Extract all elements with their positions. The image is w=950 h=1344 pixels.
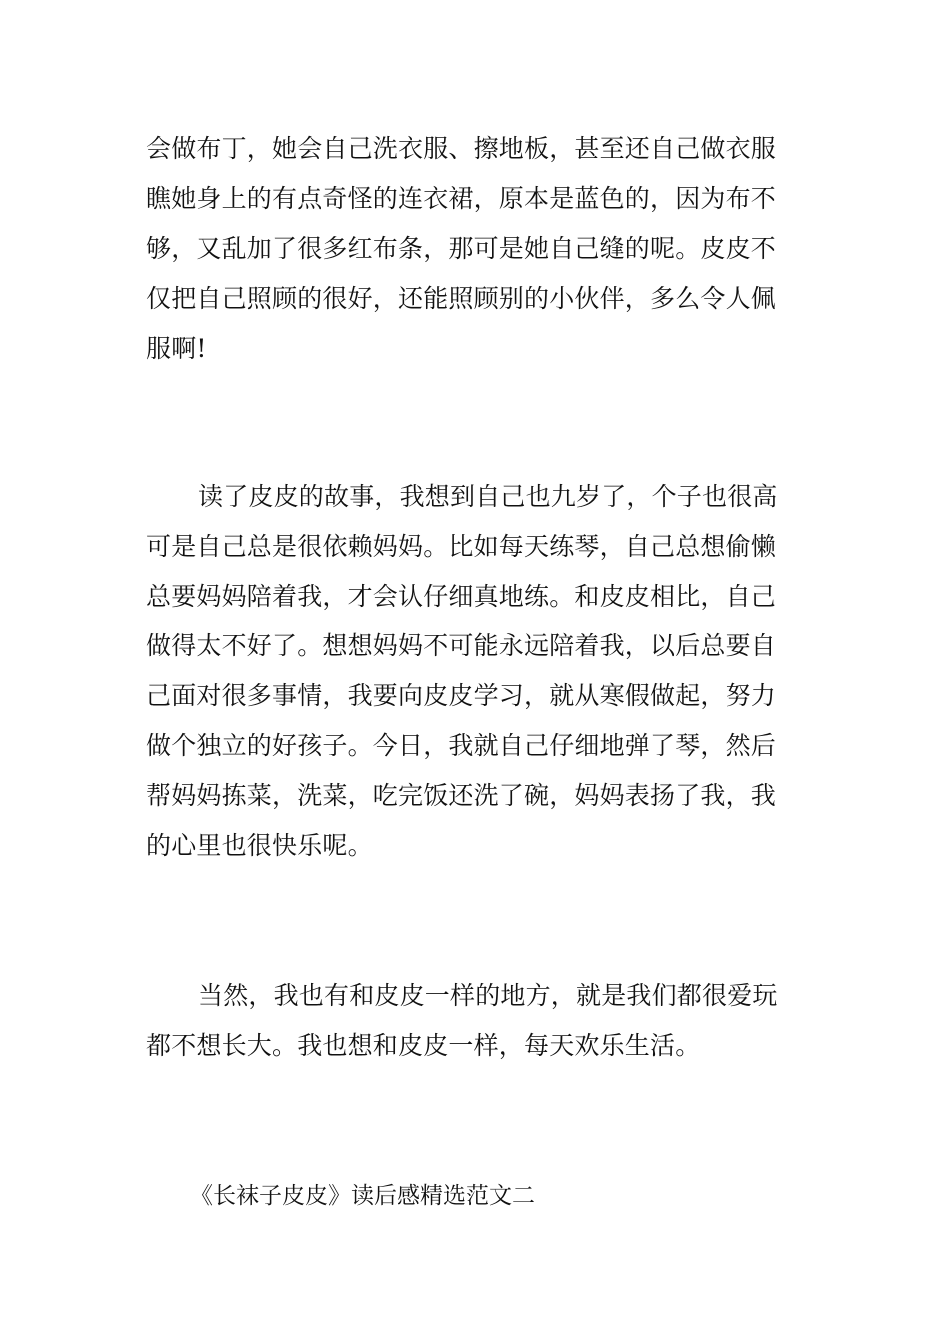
paragraph-2-line-1: 读了皮皮的故事，我想到自己也九岁了，个子也很高 [198, 482, 778, 511]
paragraph-2-line-6: 做个独立的好孩子。今日，我就自己仔细地弹了琴，然后 [146, 731, 777, 760]
paragraph-1-line-5: 服啊! [146, 334, 207, 363]
section-heading: 《长袜子皮皮》读后感精选范文二 [190, 1183, 535, 1209]
paragraph-1-line-4: 仅把自己照顾的很好，还能照顾别的小伙伴，多么令人佩 [146, 284, 777, 313]
paragraph-2-line-8: 的心里也很快乐呢。 [146, 831, 373, 860]
paragraph-3-line-1: 当然，我也有和皮皮一样的地方，就是我们都很爱玩 [198, 981, 778, 1010]
paragraph-3-line-2: 都不想长大。我也想和皮皮一样，每天欢乐生活。 [146, 1031, 701, 1060]
paragraph-2-line-7: 帮妈妈拣菜，洗菜，吃完饭还洗了碗，妈妈表扬了我，我 [146, 781, 777, 810]
paragraph-1-line-1: 会做布丁，她会自己洗衣服、擦地板，甚至还自己做衣服 [146, 134, 777, 163]
paragraph-2-line-4: 做得太不好了。想想妈妈不可能永远陪着我，以后总要自 [146, 631, 777, 660]
paragraph-1-line-3: 够，又乱加了很多红布条，那可是她自己缝的呢。皮皮不 [146, 234, 777, 263]
paragraph-2-line-2: 可是自己总是很依赖妈妈。比如每天练琴，自己总想偷懒 [146, 532, 777, 561]
paragraph-1-line-2: 瞧她身上的有点奇怪的连衣裙，原本是蓝色的，因为布不 [146, 184, 777, 213]
paragraph-2-line-3: 总要妈妈陪着我，才会认仔细真地练。和皮皮相比，自己 [146, 582, 777, 611]
paragraph-2-line-5: 己面对很多事情，我要向皮皮学习，就从寒假做起，努力 [146, 681, 777, 710]
